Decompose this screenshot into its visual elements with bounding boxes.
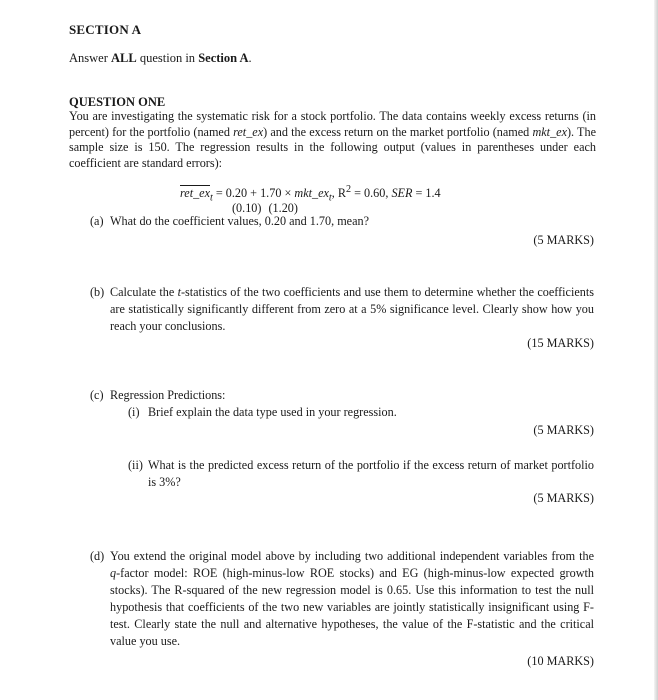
part-b-label: (b) — [90, 285, 105, 299]
part-c-i-text: Brief explain the data type used in your regression. — [148, 405, 397, 419]
instruction-text-1: Answer — [69, 51, 112, 65]
intro-text-1: You are investigating the systematic risk for a stock portfolio. The data contains weekly excess returns (in percent) for the portfolio (named — [69, 109, 596, 139]
equation-lhs: ret_ex — [180, 186, 210, 201]
equation-r2-value: = 0.60, — [351, 186, 392, 201]
equation-rhs-var: mkt_ex — [294, 186, 329, 201]
part-b-t-symbol: t — [177, 285, 181, 299]
question-intro — [69, 109, 596, 171]
part-a-label: (a) — [90, 214, 104, 228]
page-edge-shadow — [654, 0, 658, 700]
question-title: QUESTION ONE — [69, 95, 166, 109]
standard-errors-row: (0.10) (1.20) — [232, 201, 298, 215]
part-b-text — [90, 284, 594, 335]
regression-equation — [180, 184, 441, 204]
part-c-i-label: (i) — [128, 405, 140, 419]
part-c-ii-text: What is the predicted excess return of the portfolio if the excess return of market portfolio is 3%? — [148, 458, 594, 489]
part-d-text — [90, 548, 594, 650]
part-c-ii-label: (ii) — [128, 458, 143, 472]
part-c-i-marks: (5 MARKS) — [533, 423, 594, 437]
intro-var-ret-ex: ret_ex — [233, 124, 264, 139]
part-a-marks: (5 MARKS) — [533, 233, 594, 247]
part-c — [90, 387, 590, 404]
part-c-ii-marks: (5 MARKS) — [533, 491, 594, 505]
equation-const: = 0.20 + 1.70 × — [212, 186, 295, 201]
part-d-text-1: You extend the original model above by including two additional independent variables from the — [110, 549, 594, 563]
part-d-marks: (10 MARKS) — [527, 654, 594, 668]
intro-text-2: ) and the excess return on the market portfolio (named — [263, 124, 533, 139]
part-a-text: What do the coefficient values, 0.20 and 1.70, mean? — [110, 214, 370, 228]
equation-r2-sup: 2 — [345, 184, 352, 195]
equation-ser-value: = 1.4 — [412, 186, 441, 201]
part-c-ii — [128, 457, 594, 491]
equation-r2-label: , R — [331, 186, 346, 201]
part-c-title: Regression Predictions: — [110, 388, 226, 402]
part-d-label: (d) — [90, 549, 105, 563]
part-b — [90, 284, 594, 335]
part-d-text-2: -factor model: ROE (high-minus-low ROE stocks) and EG (high-minus-low expected growth stocks). The R-squared of the new regression model is 0.65. Use this information to test the null hypothesis that coefficients of the two new variables are jointly statistically insignificant using F-test. Clearly state the null and alternative hypotheses, the value of the F-statistic and the critical value you use. — [110, 566, 594, 648]
part-c-i — [128, 404, 588, 421]
section-title: SECTION A — [69, 22, 142, 37]
part-c-label: (c) — [90, 388, 104, 402]
part-b-text-1: Calculate the — [110, 285, 178, 299]
equation-lhs-sub: t — [210, 192, 213, 204]
part-d — [90, 548, 594, 650]
instruction-bold-section: Section A — [198, 51, 249, 65]
instruction-text-2: question in — [136, 51, 199, 65]
instruction-text-3: . — [248, 51, 252, 65]
equation-ser-label: SER — [391, 186, 413, 201]
part-a — [90, 213, 600, 230]
equation-rhs-sub: t — [328, 192, 332, 204]
part-b-marks: (15 MARKS) — [527, 336, 594, 350]
intro-text-3: ). The sample size is 150. The regression results in the following output (values in parentheses under each coefficient are standard errors): — [69, 124, 596, 170]
instruction-bold-all: ALL — [111, 51, 137, 65]
section-instruction — [69, 51, 252, 66]
intro-var-mkt-ex: mkt_ex — [532, 124, 567, 139]
part-d-q-symbol: q — [110, 566, 117, 580]
part-b-text-2: -statistics of the two coefficients and use them to determine whether the coefficients are statistically significantly different from zero at a 5% significance level. Clearly show how you reach your conclusions. — [110, 285, 594, 333]
